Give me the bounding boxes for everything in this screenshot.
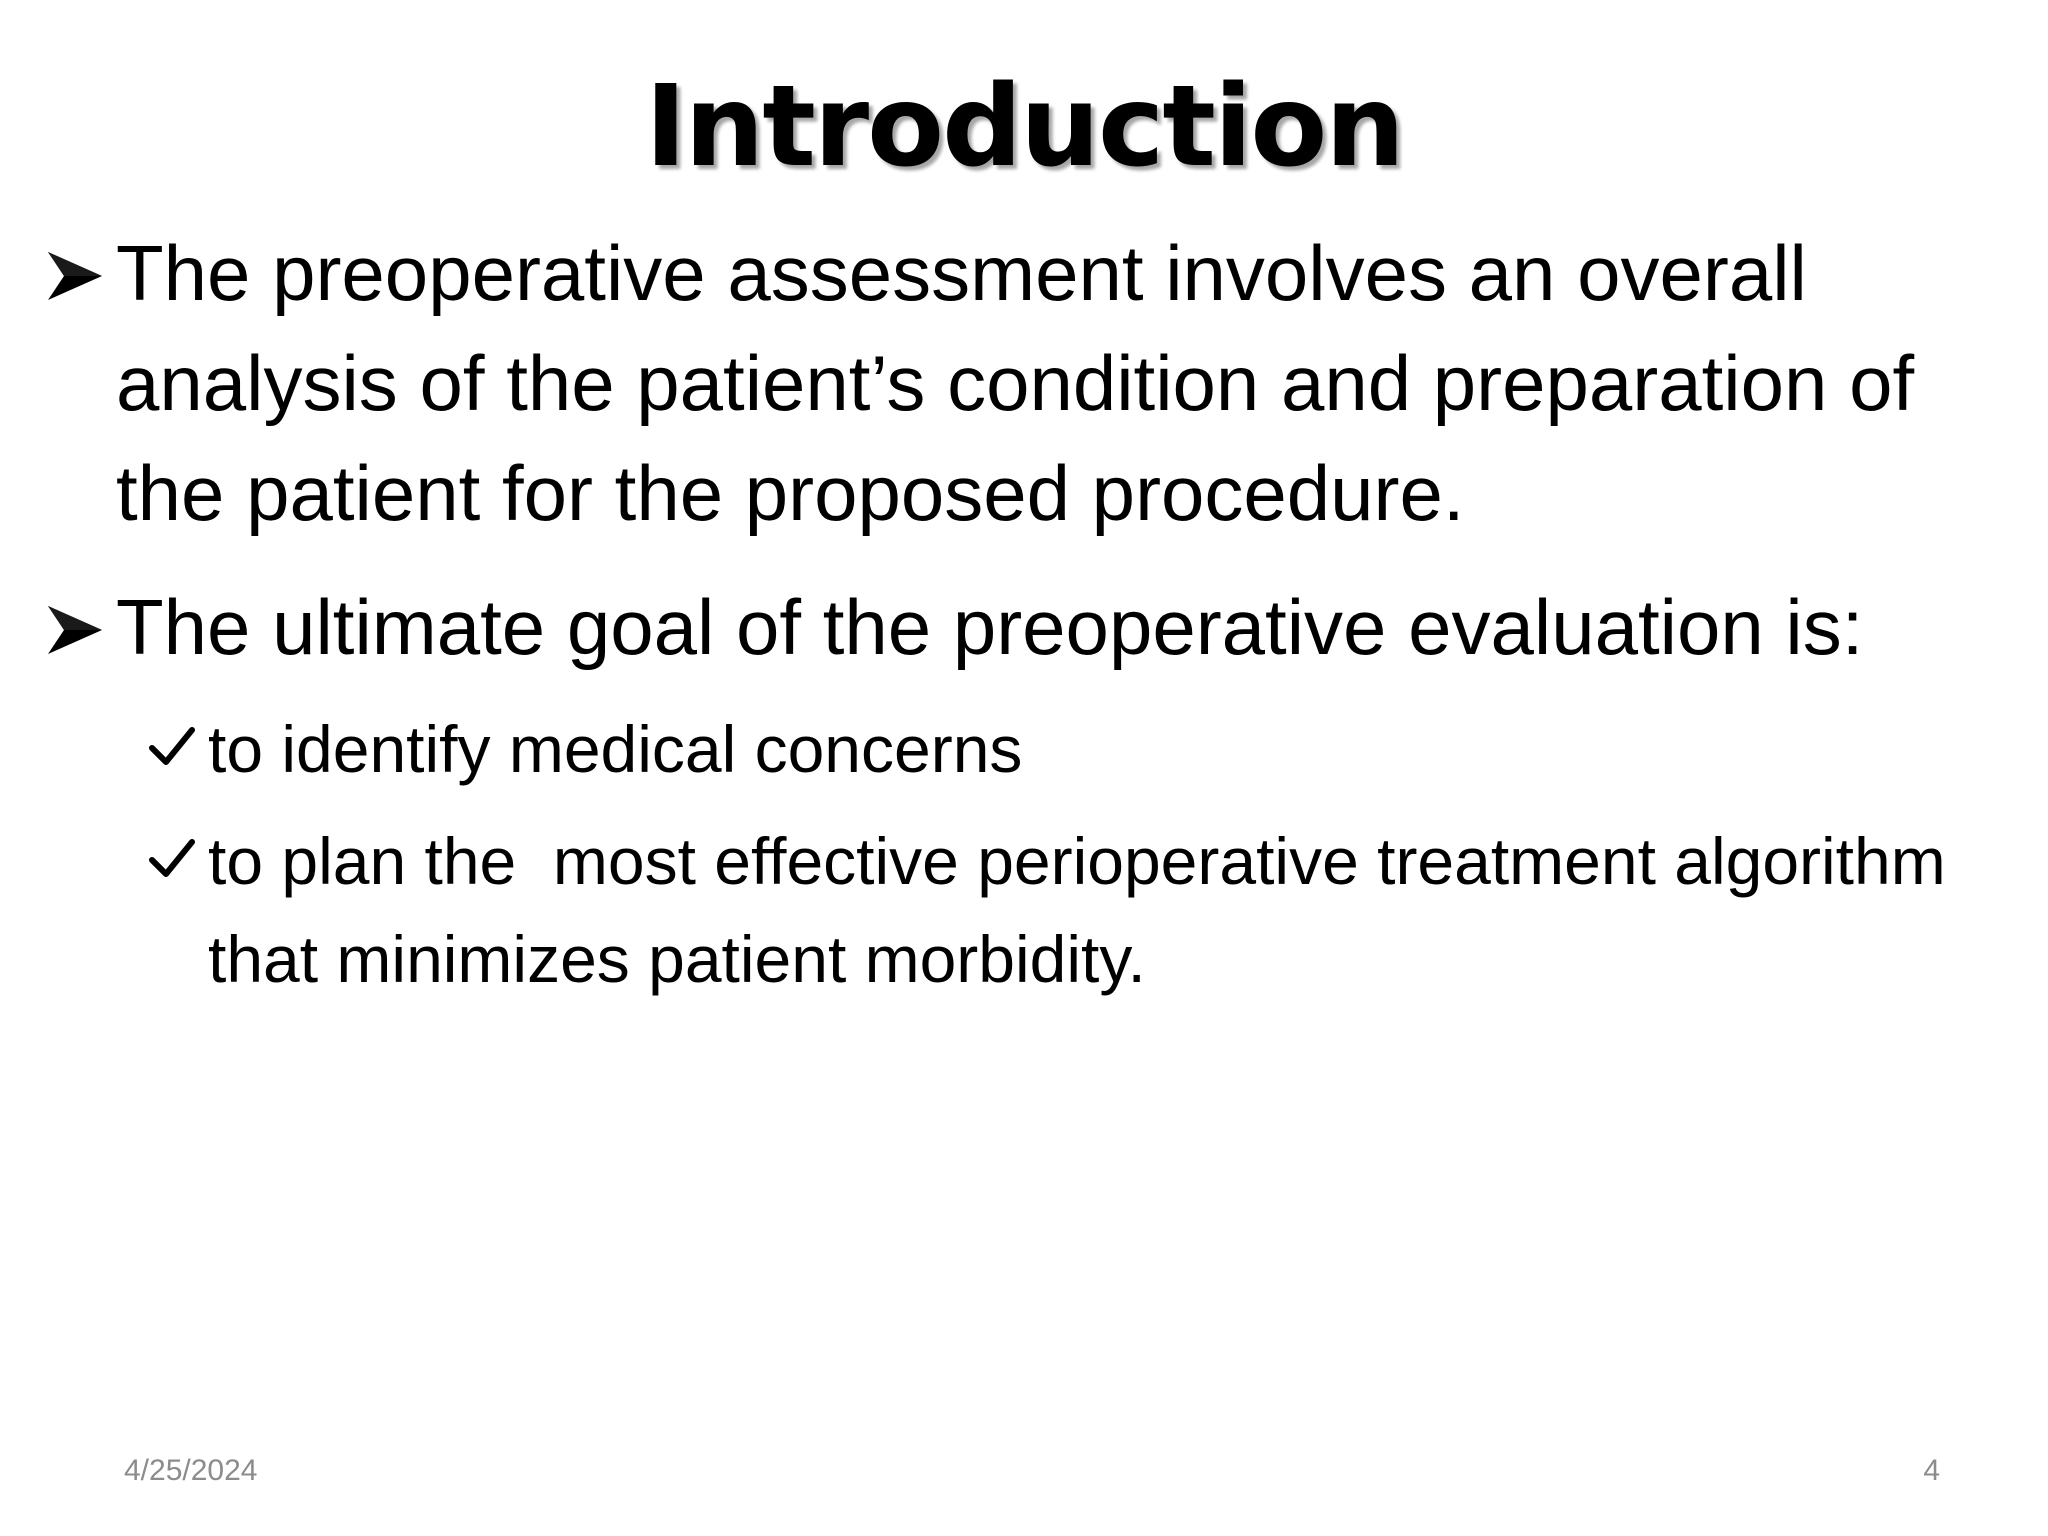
- checkmark-icon: [148, 724, 196, 768]
- arrow-bullet-icon: [44, 248, 106, 304]
- bullet-text: The ultimate goal of the preoperative evaluation is:: [116, 583, 1864, 671]
- bullet-item: [44, 572, 2024, 682]
- sub-bullet-text: to identify medical concerns: [208, 712, 1023, 786]
- footer-date: 4/25/2024: [124, 1454, 258, 1487]
- sub-bullet-item: [148, 812, 1968, 1008]
- checkmark-icon: [148, 836, 196, 880]
- slide-title: Introduction: [644, 62, 1404, 192]
- sub-bullet-text: to plan the most effective perioperative treatment algorithm that minimizes patient morbidity.: [208, 824, 1965, 996]
- sub-bullet-item: [148, 700, 1968, 798]
- bullet-text: The preoperative assessment involves an overall analysis of the patient’s condition and preparation of the patient for the proposed procedure.: [116, 229, 1915, 537]
- arrow-bullet-icon: [44, 602, 106, 658]
- page-number: 4: [1923, 1454, 1940, 1487]
- bullet-item: [44, 218, 2024, 548]
